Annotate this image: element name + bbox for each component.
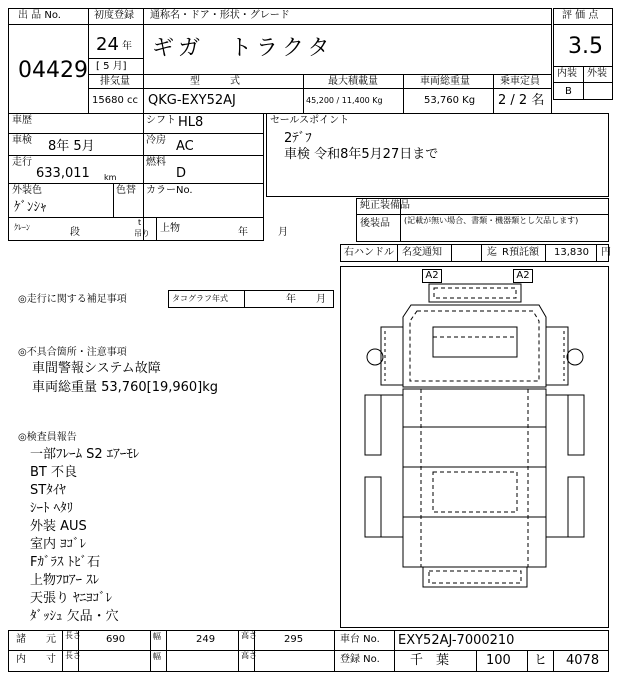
displacement-label: 排気量 — [100, 76, 130, 87]
sales-point-label: セールスポイント — [270, 115, 350, 126]
interior-grade: B — [565, 86, 572, 97]
tractor-outline — [365, 284, 584, 587]
max-load: 45,200 / 11,400 Kg — [306, 96, 383, 105]
rating-score: 3.5 — [568, 34, 603, 59]
inspection: 8年 5月 — [48, 139, 95, 154]
wheel-front-left — [365, 395, 381, 455]
inspector-item: 上物ﾌﾛｱｰ ｽﾚ — [30, 573, 100, 588]
inner-dims-label: 内 寸 — [16, 654, 56, 665]
capacity-label: 乗車定員 — [500, 76, 540, 87]
model-code-label: 型 式 — [190, 76, 240, 87]
max-load-label: 最大積載量 — [328, 76, 378, 87]
first-reg-label: 初度登録 — [94, 10, 134, 21]
mileage-unit: km — [104, 173, 117, 182]
exterior-color-label: 外装色 — [12, 185, 42, 196]
height-value: 295 — [284, 634, 304, 645]
mileage-flag: 迄 — [487, 247, 497, 258]
cab-outline — [403, 305, 546, 387]
reg-month: [ 5 月] — [96, 61, 127, 72]
interior-label: 内装 — [557, 68, 577, 79]
mileage-label: 走行 — [12, 157, 32, 168]
length-label: 長さ — [65, 631, 81, 640]
sales-point-line-1: 2ﾃﾞﾌ — [284, 131, 312, 146]
vehicle-diagram — [340, 266, 609, 628]
defect-item: 車両総重量 53,760[19,960]kg — [32, 380, 219, 395]
crane-ton: t — [138, 218, 142, 227]
aftermarket-label: 後装品 — [360, 218, 390, 229]
rating-label: 評 価 点 — [562, 10, 599, 21]
color-code-label: カラーNo. — [146, 185, 193, 196]
handle: 右ハンドル — [344, 247, 394, 258]
lot-label: 出 品 No. — [18, 10, 61, 21]
reg-year-unit: 年 — [122, 41, 132, 52]
shift: HL8 — [178, 115, 204, 130]
color-change-label: 色替 — [116, 185, 136, 196]
plate-class: 100 — [486, 653, 511, 668]
plate-region: 千 葉 — [410, 653, 450, 668]
wheel-rear-right — [568, 477, 584, 537]
model-code: QKG-EXY52AJ — [148, 93, 236, 108]
defect-item: 車間警報システム故障 — [32, 361, 161, 376]
width-value: 249 — [196, 634, 216, 645]
damage-mark-a2-left: A2 — [422, 269, 442, 283]
crane-hang: 吊り — [134, 229, 150, 238]
inspector-title: ◎検査員報告 — [18, 432, 77, 443]
wheel-front-right — [568, 395, 584, 455]
plate-kana: ヒ — [534, 653, 548, 668]
inspector-item: ｼｰﾄ ﾍﾀﾘ — [30, 501, 74, 516]
inner-width-label: 幅 — [153, 652, 161, 661]
wheel-rear-left — [365, 477, 381, 537]
aftermarket-note: (記載が無い場合、書類・機器類とし欠品します) — [404, 216, 579, 225]
plate-number: 4078 — [566, 653, 600, 668]
crane-label: ｸﾚｰﾝ — [14, 223, 30, 232]
height-label: 高さ — [241, 631, 257, 640]
defects-title: ◎不具合箇所・注意事項 — [18, 347, 127, 358]
gross-weight-label: 車両総重量 — [420, 76, 470, 87]
inner-height-label: 高さ — [241, 651, 257, 660]
windshield — [433, 327, 517, 357]
driving-title: ◎走行に関する補足事項 — [18, 294, 127, 305]
inspector-item: STﾀｲﾔ — [30, 483, 66, 498]
upper-label: 上物 — [160, 223, 180, 234]
damage-mark-a2-right: A2 — [513, 269, 533, 283]
model-name: ギガ トラクタ — [152, 36, 334, 61]
inspector-item: 室内 ﾖｺﾞﾚ — [30, 537, 87, 552]
name-label: 通称名・ドア・形状・グレード — [150, 10, 290, 21]
gross-weight: 53,760 Kg — [424, 95, 476, 106]
tachograph-value: 年 月 — [286, 294, 326, 305]
chassis-frame — [403, 389, 546, 567]
inspector-item: Fｶﾞﾗｽ ﾄﾋﾞ石 — [30, 555, 101, 570]
footer-box — [8, 630, 609, 672]
tachograph-label: タコグラフ年式 — [172, 294, 228, 303]
ac-label: 冷房 — [146, 135, 166, 146]
dims-label: 諸 元 — [16, 634, 56, 645]
exterior-color: ｹﾞﾝｼｬ — [14, 200, 47, 215]
width-label: 幅 — [153, 632, 161, 641]
rear-bumper — [423, 567, 527, 587]
shift-label: シフト — [146, 115, 176, 126]
inspector-item: 一部ﾌﾚｰﾑ S2 ｴｱｰﾓﾚ — [30, 447, 140, 462]
capacity: 2 / 2 名 — [498, 93, 545, 108]
inner-length-label: 長さ — [65, 651, 81, 660]
meter-change-label: 名変通知 — [402, 247, 442, 258]
inspector-item: 天張り ﾔﾆﾖｺﾞﾚ — [30, 591, 113, 606]
crane-stage: 段 — [70, 227, 80, 238]
r-amount: 13,830 — [554, 247, 589, 258]
right-mirror — [567, 349, 583, 365]
upper-date: 年 月 — [238, 227, 288, 238]
plate-label: 登録 No. — [340, 654, 380, 665]
tractor-outline-svg — [341, 267, 608, 627]
chassis-number: EXY52AJ-7000210 — [398, 633, 515, 648]
sales-point-line-2: 車検 令和8年5月27日まで — [284, 147, 439, 162]
ac: AC — [176, 139, 194, 154]
front-bumper — [429, 284, 521, 302]
inspector-item: ﾀﾞｯｼｭ 欠品・穴 — [30, 609, 119, 624]
lot-number: 04429 — [18, 58, 88, 83]
history-label: 車歴 — [12, 115, 32, 126]
exterior-label: 外装 — [587, 68, 607, 79]
displacement: 15680 cc — [92, 95, 138, 106]
mileage: 633,011 — [36, 166, 90, 181]
inspector-item: BT 不良 — [30, 465, 77, 480]
yen: 円 — [601, 247, 611, 258]
fuel: D — [176, 166, 187, 181]
r-label: R預託額 — [502, 247, 539, 258]
reg-year: 24 — [96, 34, 119, 55]
inspector-item: 外装 AUS — [30, 519, 87, 534]
genuine-label: 純正装備品 — [360, 200, 410, 211]
fuel-label: 燃料 — [146, 157, 166, 168]
meter-change-box — [451, 244, 482, 262]
chassis-label: 車台 No. — [340, 634, 380, 645]
inspection-label: 車検 — [12, 135, 32, 146]
length-value: 690 — [106, 634, 126, 645]
